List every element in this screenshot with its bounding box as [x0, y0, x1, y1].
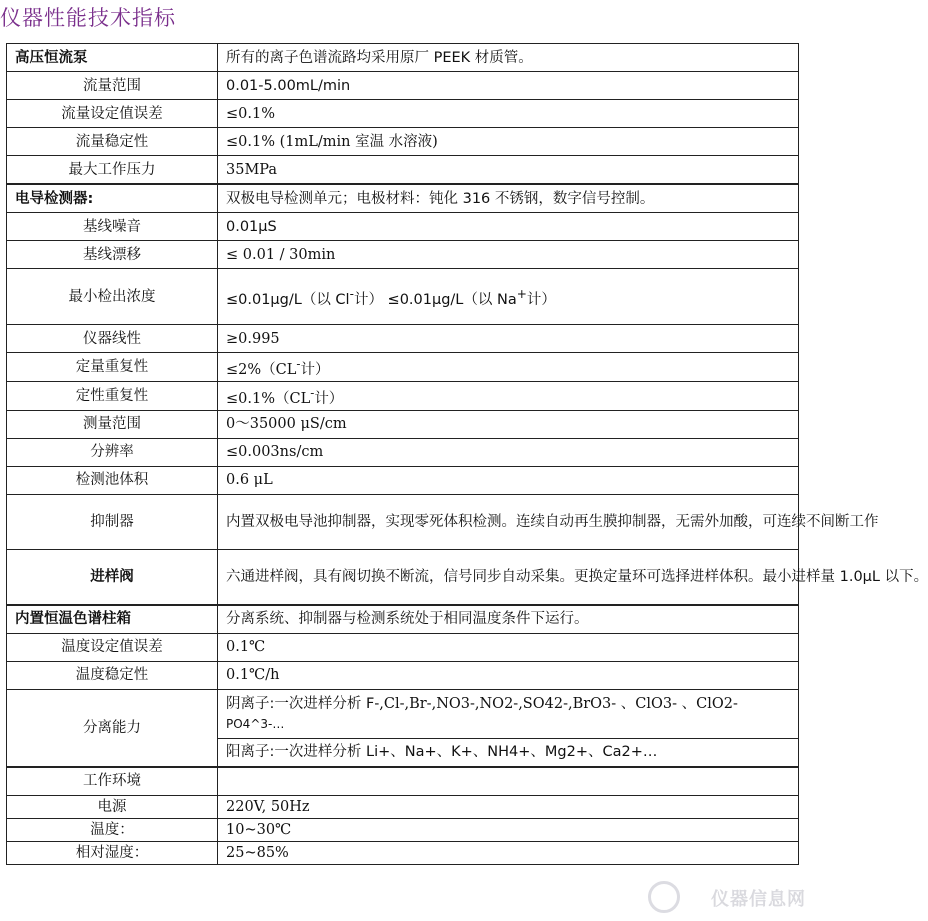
row-label: 工作环境 — [7, 767, 218, 796]
value-part: 计） — [314, 390, 344, 407]
table-row — [7, 841, 799, 864]
row-value: ≤0.1% (1mL/min 室温 水溶液) — [218, 128, 799, 156]
row-label: 流量稳定性 — [7, 128, 218, 156]
row-value: 双极电导检测单元；电极材料：钝化 316 不锈钢，数字信号控制。 — [218, 184, 799, 213]
charge-sup: - — [349, 286, 354, 301]
table-row — [7, 438, 799, 466]
row-label: 定性重复性 — [7, 381, 218, 410]
table-row — [7, 184, 799, 213]
row-value: 内置双极电导池抑制器，实现零死体积检测。连续自动再生膜抑制器，无需外加酸，可连续不间断工作 — [218, 494, 799, 549]
table-row — [7, 605, 799, 634]
table-row — [7, 661, 799, 689]
row-value: ≤0.003ns/cm — [218, 438, 799, 466]
row-value: 220V, 50Hz — [218, 795, 799, 818]
row-label: 基线漂移 — [7, 241, 218, 269]
table-row — [7, 689, 799, 738]
value-part: 计） — [526, 291, 556, 308]
row-label: 分辨率 — [7, 438, 218, 466]
table-row — [7, 213, 799, 241]
table-row — [7, 818, 799, 841]
table-row — [7, 767, 799, 796]
row-value: 0.01μS — [218, 213, 799, 241]
table-row — [7, 549, 799, 605]
row-label: 温度： — [7, 818, 218, 841]
row-label: 电导检测器: — [7, 184, 218, 213]
row-value: 35MPa — [218, 156, 799, 185]
value-part: 计） — [300, 361, 330, 378]
row-label: 最小检出浓度 — [7, 269, 218, 325]
row-label: 分离能力 — [7, 689, 218, 767]
row-value: ≤ 0.01 / 30min — [218, 241, 799, 269]
spec-table — [6, 43, 928, 865]
row-label: 流量范围 — [7, 72, 218, 100]
row-value: 0.1℃/h — [218, 661, 799, 689]
row-value: 0.01-5.00mL/min — [218, 72, 799, 100]
row-value: 25~85% — [218, 841, 799, 864]
row-value: 0～35000 μS/cm — [218, 410, 799, 438]
row-label: 进样阀 — [7, 549, 218, 605]
row-value: ≤0.1% — [218, 100, 799, 128]
charge-sup: + — [516, 286, 527, 301]
row-value — [218, 269, 799, 325]
table-row — [7, 44, 799, 72]
row-value: 六通进样阀，具有阀切换不断流，信号同步自动采集。更换定量环可选择进样体积。最小进样量 1.0μL 以下。 — [218, 549, 799, 605]
row-label: 检测池体积 — [7, 466, 218, 494]
table-row — [7, 633, 799, 661]
value-part: -,Cl-,Br-,NO3-,NO2-,SO42-,BrO3- 、ClO3- 、ClO2- — [374, 695, 738, 712]
row-value — [218, 353, 799, 382]
cation-value: 阳离子:一次进样分析 Li+、Na+、K+、NH4+、Mg2+、Ca2+… — [218, 738, 799, 767]
value-part: 阴离子:一次进样分析 F — [226, 695, 375, 712]
table-row — [7, 241, 799, 269]
row-value: 0.1℃ — [218, 633, 799, 661]
table-row — [7, 156, 799, 185]
table-row — [7, 466, 799, 494]
table-row — [7, 100, 799, 128]
row-value: ≥0.995 — [218, 325, 799, 353]
table-row — [7, 72, 799, 100]
row-label: 最大工作压力 — [7, 156, 218, 185]
value-part: PO4^3-… — [226, 716, 285, 731]
row-value: 0.6 μL — [218, 466, 799, 494]
row-value — [218, 767, 799, 796]
row-label: 电源 — [7, 795, 218, 818]
row-label: 测量范围 — [7, 410, 218, 438]
row-label: 相对湿度： — [7, 841, 218, 864]
row-label: 内置恒温色谱柱箱 — [7, 605, 218, 634]
row-label: 温度设定值误差 — [7, 633, 218, 661]
row-value: 分离系统、抑制器与检测系统处于相同温度条件下运行。 — [218, 605, 799, 634]
table-row — [7, 381, 799, 410]
table-row — [7, 410, 799, 438]
table-row — [7, 353, 799, 382]
row-value: 10~30℃ — [218, 818, 799, 841]
value-part: ≤0.1%（CL — [226, 390, 311, 407]
value-part: ≤0.01μg/L（以 Cl — [226, 291, 350, 308]
anion-value — [218, 689, 799, 738]
row-label: 抑制器 — [7, 494, 218, 549]
table-row — [7, 795, 799, 818]
value-part: ≤2%（CL — [226, 361, 297, 378]
value-part: 计） ≤0.01μg/L（以 Na — [353, 291, 517, 308]
row-label: 定量重复性 — [7, 353, 218, 382]
row-value: 所有的离子色谱流路均采用原厂 PEEK 材质管。 — [218, 44, 799, 72]
table-row — [7, 128, 799, 156]
page-title: 仪器性能技术指标 — [0, 6, 176, 30]
row-label: 基线噪音 — [7, 213, 218, 241]
row-label: 温度稳定性 — [7, 661, 218, 689]
charge-sup: - — [310, 385, 315, 400]
row-label: 流量设定值误差 — [7, 100, 218, 128]
watermark-logo-icon — [648, 881, 680, 913]
table-row — [7, 494, 799, 549]
table-row — [7, 325, 799, 353]
row-value — [218, 381, 799, 410]
table-row — [7, 269, 799, 325]
watermark: 仪器信息网 — [711, 889, 806, 910]
row-label: 仪器线性 — [7, 325, 218, 353]
row-label: 高压恒流泵 — [7, 44, 218, 72]
charge-sup: - — [296, 357, 301, 371]
